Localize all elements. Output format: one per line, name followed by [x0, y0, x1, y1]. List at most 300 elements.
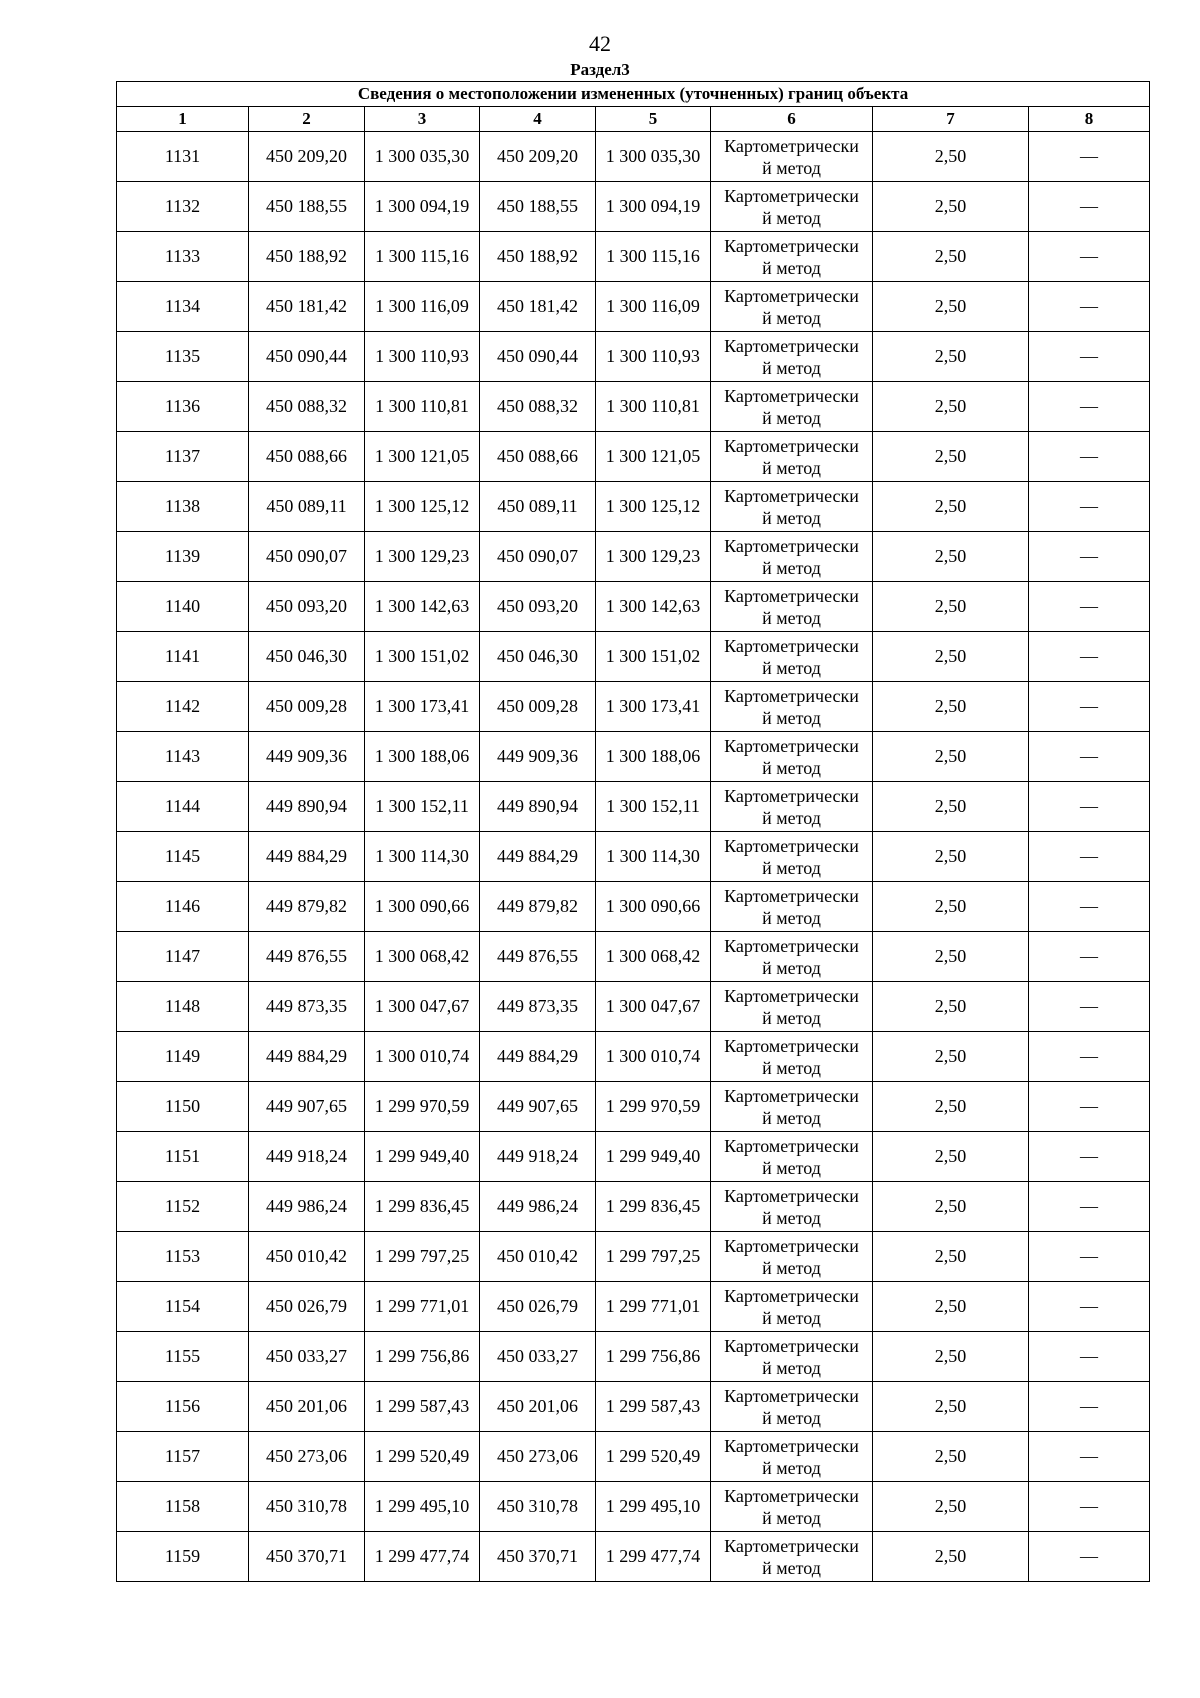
- method-cell: [711, 1532, 873, 1582]
- column-number: 7: [873, 107, 1029, 132]
- point-number-cell: 1132: [117, 182, 249, 232]
- method-text-line: й метод: [762, 407, 821, 428]
- accuracy-cell: 2,50: [873, 682, 1029, 732]
- accuracy-cell: 2,50: [873, 382, 1029, 432]
- method-text-line: Картометрически: [724, 535, 859, 556]
- coord-x-cell: 450 090,07: [249, 532, 365, 582]
- coord-x-cell: 450 093,20: [480, 582, 596, 632]
- coord-x-cell: 450 090,07: [480, 532, 596, 582]
- method-text-line: й метод: [762, 257, 821, 278]
- coord-y-cell: 1 300 152,11: [365, 782, 480, 832]
- coord-y-cell: 1 300 173,41: [365, 682, 480, 732]
- coord-x-cell: 449 884,29: [249, 832, 365, 882]
- method-text-line: Картометрически: [724, 1035, 859, 1056]
- coord-y-cell: 1 300 125,12: [365, 482, 480, 532]
- coord-y-cell: 1 300 116,09: [596, 282, 711, 332]
- method-text-line: Картометрически: [724, 835, 859, 856]
- coord-y-cell: 1 300 151,02: [365, 632, 480, 682]
- coord-y-cell: 1 299 797,25: [596, 1232, 711, 1282]
- coord-y-cell: 1 299 520,49: [596, 1432, 711, 1482]
- page-number: 42: [589, 31, 611, 56]
- point-number-cell: 1139: [117, 532, 249, 582]
- coord-x-cell: 450 209,20: [249, 132, 365, 182]
- method-text-line: Картометрически: [724, 1435, 859, 1456]
- table-row: [117, 932, 1150, 982]
- coord-x-cell: 449 986,24: [249, 1182, 365, 1232]
- coord-x-cell: 450 033,27: [480, 1332, 596, 1382]
- method-cell: [711, 1132, 873, 1182]
- coord-y-cell: 1 300 110,93: [365, 332, 480, 382]
- method-text-line: й метод: [762, 957, 821, 978]
- accuracy-cell: 2,50: [873, 232, 1029, 282]
- point-number-cell: 1141: [117, 632, 249, 682]
- coord-x-cell: 450 089,11: [249, 482, 365, 532]
- point-number-cell: 1151: [117, 1132, 249, 1182]
- coord-y-cell: 1 300 047,67: [596, 982, 711, 1032]
- coord-x-cell: 449 876,55: [249, 932, 365, 982]
- coord-y-cell: 1 300 142,63: [596, 582, 711, 632]
- table-row: [117, 632, 1150, 682]
- method-cell: [711, 432, 873, 482]
- method-text-line: Картометрически: [724, 285, 859, 306]
- dash-cell: —: [1029, 332, 1150, 382]
- method-text-line: Картометрически: [724, 185, 859, 206]
- coord-x-cell: 450 201,06: [480, 1382, 596, 1432]
- accuracy-cell: 2,50: [873, 732, 1029, 782]
- coord-x-cell: 450 010,42: [480, 1232, 596, 1282]
- table-row: [117, 832, 1150, 882]
- accuracy-cell: 2,50: [873, 1032, 1029, 1082]
- method-cell: [711, 282, 873, 332]
- coord-x-cell: 449 873,35: [480, 982, 596, 1032]
- coord-y-cell: 1 299 587,43: [365, 1382, 480, 1432]
- coord-x-cell: 449 909,36: [480, 732, 596, 782]
- accuracy-cell: 2,50: [873, 932, 1029, 982]
- coord-x-cell: 449 873,35: [249, 982, 365, 1032]
- coord-x-cell: 450 090,44: [249, 332, 365, 382]
- method-text-line: й метод: [762, 157, 821, 178]
- point-number-cell: 1137: [117, 432, 249, 482]
- table-row: [117, 532, 1150, 582]
- dash-cell: —: [1029, 532, 1150, 582]
- method-cell: [711, 182, 873, 232]
- method-text-line: й метод: [762, 907, 821, 928]
- method-text-line: й метод: [762, 457, 821, 478]
- point-number-cell: 1147: [117, 932, 249, 982]
- dash-cell: —: [1029, 682, 1150, 732]
- table-row: [117, 132, 1150, 182]
- table-row: [117, 1532, 1150, 1582]
- coord-y-cell: 1 299 495,10: [365, 1482, 480, 1532]
- table-row: [117, 982, 1150, 1032]
- coord-x-cell: 450 188,55: [480, 182, 596, 232]
- coord-y-cell: 1 300 090,66: [596, 882, 711, 932]
- method-cell: [711, 582, 873, 632]
- table-caption: Сведения о местоположении измененных (уточненных) границ объекта: [117, 82, 1150, 107]
- coord-x-cell: 450 009,28: [249, 682, 365, 732]
- method-text-line: Картометрически: [724, 485, 859, 506]
- point-number-cell: 1150: [117, 1082, 249, 1132]
- method-cell: [711, 1482, 873, 1532]
- method-text-line: й метод: [762, 757, 821, 778]
- coord-x-cell: 450 088,32: [480, 382, 596, 432]
- method-cell: [711, 932, 873, 982]
- dash-cell: —: [1029, 632, 1150, 682]
- boundary-table: [116, 81, 1150, 1582]
- accuracy-cell: 2,50: [873, 1082, 1029, 1132]
- point-number-cell: 1149: [117, 1032, 249, 1082]
- accuracy-cell: 2,50: [873, 982, 1029, 1032]
- coord-y-cell: 1 300 068,42: [365, 932, 480, 982]
- dash-cell: —: [1029, 932, 1150, 982]
- method-text-line: Картометрически: [724, 335, 859, 356]
- point-number-cell: 1135: [117, 332, 249, 382]
- method-text-line: Картометрически: [724, 735, 859, 756]
- method-text-line: Картометрически: [724, 1335, 859, 1356]
- column-number: 6: [711, 107, 873, 132]
- point-number-cell: 1157: [117, 1432, 249, 1482]
- coord-y-cell: 1 300 110,93: [596, 332, 711, 382]
- method-text-line: Картометрически: [724, 1185, 859, 1206]
- method-cell: [711, 132, 873, 182]
- method-cell: [711, 782, 873, 832]
- coord-x-cell: 450 088,66: [480, 432, 596, 482]
- column-number-row: [117, 107, 1150, 132]
- point-number-cell: 1155: [117, 1332, 249, 1382]
- coord-x-cell: 450 090,44: [480, 332, 596, 382]
- coord-y-cell: 1 300 115,16: [596, 232, 711, 282]
- coord-y-cell: 1 300 047,67: [365, 982, 480, 1032]
- method-text-line: й метод: [762, 507, 821, 528]
- method-text-line: й метод: [762, 1307, 821, 1328]
- method-text-line: й метод: [762, 1107, 821, 1128]
- method-text-line: й метод: [762, 357, 821, 378]
- method-text-line: й метод: [762, 807, 821, 828]
- coord-y-cell: 1 299 970,59: [365, 1082, 480, 1132]
- method-text-line: Картометрически: [724, 785, 859, 806]
- coord-y-cell: 1 300 121,05: [596, 432, 711, 482]
- coord-x-cell: 449 907,65: [249, 1082, 365, 1132]
- method-text-line: й метод: [762, 707, 821, 728]
- accuracy-cell: 2,50: [873, 1282, 1029, 1332]
- accuracy-cell: 2,50: [873, 482, 1029, 532]
- method-cell: [711, 1432, 873, 1482]
- method-cell: [711, 982, 873, 1032]
- method-text-line: Картометрически: [724, 1235, 859, 1256]
- dash-cell: —: [1029, 1282, 1150, 1332]
- coord-y-cell: 1 299 797,25: [365, 1232, 480, 1282]
- coord-x-cell: 450 026,79: [480, 1282, 596, 1332]
- coord-y-cell: 1 299 970,59: [596, 1082, 711, 1132]
- point-number-cell: 1136: [117, 382, 249, 432]
- coord-y-cell: 1 299 587,43: [596, 1382, 711, 1432]
- accuracy-cell: 2,50: [873, 432, 1029, 482]
- accuracy-cell: 2,50: [873, 1532, 1029, 1582]
- coord-y-cell: 1 299 477,74: [596, 1532, 711, 1582]
- table-row: [117, 432, 1150, 482]
- dash-cell: —: [1029, 282, 1150, 332]
- point-number-cell: 1133: [117, 232, 249, 282]
- coord-x-cell: 450 089,11: [480, 482, 596, 532]
- coord-y-cell: 1 300 010,74: [596, 1032, 711, 1082]
- method-text-line: й метод: [762, 657, 821, 678]
- coord-x-cell: 450 209,20: [480, 132, 596, 182]
- method-text-line: й метод: [762, 1507, 821, 1528]
- coord-x-cell: 450 181,42: [249, 282, 365, 332]
- accuracy-cell: 2,50: [873, 332, 1029, 382]
- method-text-line: й метод: [762, 1557, 821, 1578]
- coord-y-cell: 1 300 010,74: [365, 1032, 480, 1082]
- method-cell: [711, 1232, 873, 1282]
- coord-x-cell: 450 009,28: [480, 682, 596, 732]
- dash-cell: —: [1029, 582, 1150, 632]
- table-body: [117, 82, 1150, 1582]
- method-text-line: й метод: [762, 307, 821, 328]
- coord-y-cell: 1 300 035,30: [365, 132, 480, 182]
- coord-y-cell: 1 300 094,19: [596, 182, 711, 232]
- column-number: 8: [1029, 107, 1150, 132]
- coord-x-cell: 449 884,29: [480, 832, 596, 882]
- point-number-cell: 1134: [117, 282, 249, 332]
- method-text-line: й метод: [762, 1007, 821, 1028]
- point-number-cell: 1138: [117, 482, 249, 532]
- coord-y-cell: 1 300 114,30: [596, 832, 711, 882]
- coord-x-cell: 449 879,82: [249, 882, 365, 932]
- coord-y-cell: 1 300 129,23: [365, 532, 480, 582]
- method-text-line: Картометрически: [724, 985, 859, 1006]
- point-number-cell: 1153: [117, 1232, 249, 1282]
- coord-x-cell: 449 884,29: [480, 1032, 596, 1082]
- dash-cell: —: [1029, 1432, 1150, 1482]
- method-text-line: й метод: [762, 607, 821, 628]
- coord-x-cell: 450 033,27: [249, 1332, 365, 1382]
- method-cell: [711, 632, 873, 682]
- dash-cell: —: [1029, 1532, 1150, 1582]
- table-row: [117, 332, 1150, 382]
- method-cell: [711, 532, 873, 582]
- point-number-cell: 1145: [117, 832, 249, 882]
- method-text-line: Картометрически: [724, 685, 859, 706]
- coord-x-cell: 449 884,29: [249, 1032, 365, 1082]
- method-text-line: Картометрически: [724, 935, 859, 956]
- accuracy-cell: 2,50: [873, 1482, 1029, 1532]
- method-text-line: Картометрически: [724, 385, 859, 406]
- dash-cell: —: [1029, 1482, 1150, 1532]
- coord-x-cell: 450 181,42: [480, 282, 596, 332]
- accuracy-cell: 2,50: [873, 132, 1029, 182]
- dash-cell: —: [1029, 782, 1150, 832]
- method-cell: [711, 382, 873, 432]
- table-row: [117, 582, 1150, 632]
- coord-x-cell: 449 879,82: [480, 882, 596, 932]
- table-row: [117, 1032, 1150, 1082]
- coord-y-cell: 1 299 495,10: [596, 1482, 711, 1532]
- coord-y-cell: 1 299 836,45: [596, 1182, 711, 1232]
- coord-x-cell: 449 907,65: [480, 1082, 596, 1132]
- coord-x-cell: 450 201,06: [249, 1382, 365, 1432]
- method-text-line: Картометрически: [724, 585, 859, 606]
- dash-cell: —: [1029, 482, 1150, 532]
- coord-y-cell: 1 299 836,45: [365, 1182, 480, 1232]
- coord-y-cell: 1 300 142,63: [365, 582, 480, 632]
- accuracy-cell: 2,50: [873, 1232, 1029, 1282]
- accuracy-cell: 2,50: [873, 1182, 1029, 1232]
- coord-x-cell: 449 909,36: [249, 732, 365, 782]
- table-row: [117, 782, 1150, 832]
- coord-x-cell: 450 088,32: [249, 382, 365, 432]
- dash-cell: —: [1029, 382, 1150, 432]
- coord-y-cell: 1 300 188,06: [596, 732, 711, 782]
- coord-x-cell: 450 273,06: [249, 1432, 365, 1482]
- dash-cell: —: [1029, 1232, 1150, 1282]
- dash-cell: —: [1029, 1082, 1150, 1132]
- dash-cell: —: [1029, 1382, 1150, 1432]
- table-row: [117, 482, 1150, 532]
- method-text-line: Картометрически: [724, 1535, 859, 1556]
- method-text-line: й метод: [762, 1457, 821, 1478]
- coord-x-cell: 450 046,30: [480, 632, 596, 682]
- method-cell: [711, 1282, 873, 1332]
- accuracy-cell: 2,50: [873, 1382, 1029, 1432]
- point-number-cell: 1131: [117, 132, 249, 182]
- column-number: 1: [117, 107, 249, 132]
- dash-cell: —: [1029, 1032, 1150, 1082]
- method-text-line: й метод: [762, 1407, 821, 1428]
- column-number: 2: [249, 107, 365, 132]
- table-row: [117, 1482, 1150, 1532]
- dash-cell: —: [1029, 882, 1150, 932]
- coord-y-cell: 1 299 477,74: [365, 1532, 480, 1582]
- table-row: [117, 1182, 1150, 1232]
- point-number-cell: 1156: [117, 1382, 249, 1432]
- table-caption-row: [117, 82, 1150, 107]
- coord-x-cell: 450 046,30: [249, 632, 365, 682]
- method-text-line: Картометрически: [724, 135, 859, 156]
- coord-y-cell: 1 299 771,01: [365, 1282, 480, 1332]
- coord-y-cell: 1 300 110,81: [365, 382, 480, 432]
- table-row: [117, 1432, 1150, 1482]
- table-row: [117, 1332, 1150, 1382]
- accuracy-cell: 2,50: [873, 632, 1029, 682]
- method-text-line: Картометрически: [724, 1485, 859, 1506]
- method-cell: [711, 1382, 873, 1432]
- section-title: Раздел3: [570, 60, 630, 79]
- point-number-cell: 1152: [117, 1182, 249, 1232]
- coord-x-cell: 450 188,92: [480, 232, 596, 282]
- coord-y-cell: 1 300 129,23: [596, 532, 711, 582]
- method-cell: [711, 1032, 873, 1082]
- table-row: [117, 232, 1150, 282]
- method-text-line: Картометрически: [724, 635, 859, 656]
- method-text-line: й метод: [762, 1207, 821, 1228]
- accuracy-cell: 2,50: [873, 1132, 1029, 1182]
- dash-cell: —: [1029, 1332, 1150, 1382]
- dash-cell: —: [1029, 232, 1150, 282]
- method-cell: [711, 1182, 873, 1232]
- coord-y-cell: 1 299 771,01: [596, 1282, 711, 1332]
- coord-y-cell: 1 300 110,81: [596, 382, 711, 432]
- dash-cell: —: [1029, 432, 1150, 482]
- accuracy-cell: 2,50: [873, 532, 1029, 582]
- method-cell: [711, 732, 873, 782]
- coord-x-cell: 450 093,20: [249, 582, 365, 632]
- method-text-line: й метод: [762, 207, 821, 228]
- coord-x-cell: 450 088,66: [249, 432, 365, 482]
- coord-y-cell: 1 300 152,11: [596, 782, 711, 832]
- coord-y-cell: 1 300 114,30: [365, 832, 480, 882]
- method-text-line: Картометрически: [724, 1285, 859, 1306]
- method-text-line: Картометрически: [724, 235, 859, 256]
- point-number-cell: 1148: [117, 982, 249, 1032]
- method-cell: [711, 882, 873, 932]
- point-number-cell: 1146: [117, 882, 249, 932]
- coord-x-cell: 449 876,55: [480, 932, 596, 982]
- coord-x-cell: 449 890,94: [480, 782, 596, 832]
- table-row: [117, 1282, 1150, 1332]
- column-number: 4: [480, 107, 596, 132]
- method-text-line: Картометрически: [724, 1135, 859, 1156]
- coord-x-cell: 450 310,78: [249, 1482, 365, 1532]
- dash-cell: —: [1029, 982, 1150, 1032]
- method-cell: [711, 832, 873, 882]
- dash-cell: —: [1029, 832, 1150, 882]
- coord-x-cell: 449 890,94: [249, 782, 365, 832]
- table-row: [117, 882, 1150, 932]
- coord-x-cell: 449 918,24: [480, 1132, 596, 1182]
- method-cell: [711, 682, 873, 732]
- coord-y-cell: 1 300 188,06: [365, 732, 480, 782]
- point-number-cell: 1142: [117, 682, 249, 732]
- accuracy-cell: 2,50: [873, 1332, 1029, 1382]
- coord-y-cell: 1 299 949,40: [365, 1132, 480, 1182]
- coord-y-cell: 1 299 756,86: [596, 1332, 711, 1382]
- coord-x-cell: 450 273,06: [480, 1432, 596, 1482]
- coord-x-cell: 449 918,24: [249, 1132, 365, 1182]
- table-row: [117, 1382, 1150, 1432]
- coord-x-cell: 450 026,79: [249, 1282, 365, 1332]
- accuracy-cell: 2,50: [873, 832, 1029, 882]
- point-number-cell: 1159: [117, 1532, 249, 1582]
- coord-y-cell: 1 300 115,16: [365, 232, 480, 282]
- coord-x-cell: 450 370,71: [480, 1532, 596, 1582]
- method-text-line: й метод: [762, 1257, 821, 1278]
- accuracy-cell: 2,50: [873, 282, 1029, 332]
- method-cell: [711, 232, 873, 282]
- dash-cell: —: [1029, 132, 1150, 182]
- table-row: [117, 732, 1150, 782]
- point-number-cell: 1144: [117, 782, 249, 832]
- dash-cell: —: [1029, 1182, 1150, 1232]
- method-text-line: Картометрически: [724, 1385, 859, 1406]
- table-row: [117, 182, 1150, 232]
- coord-y-cell: 1 300 090,66: [365, 882, 480, 932]
- coord-y-cell: 1 299 756,86: [365, 1332, 480, 1382]
- coord-y-cell: 1 300 094,19: [365, 182, 480, 232]
- accuracy-cell: 2,50: [873, 782, 1029, 832]
- method-cell: [711, 332, 873, 382]
- accuracy-cell: 2,50: [873, 182, 1029, 232]
- coord-x-cell: 449 986,24: [480, 1182, 596, 1232]
- coord-x-cell: 450 188,55: [249, 182, 365, 232]
- coord-x-cell: 450 188,92: [249, 232, 365, 282]
- dash-cell: —: [1029, 732, 1150, 782]
- point-number-cell: 1158: [117, 1482, 249, 1532]
- method-text-line: й метод: [762, 1357, 821, 1378]
- accuracy-cell: 2,50: [873, 1432, 1029, 1482]
- column-number: 5: [596, 107, 711, 132]
- table-row: [117, 1082, 1150, 1132]
- coord-y-cell: 1 300 116,09: [365, 282, 480, 332]
